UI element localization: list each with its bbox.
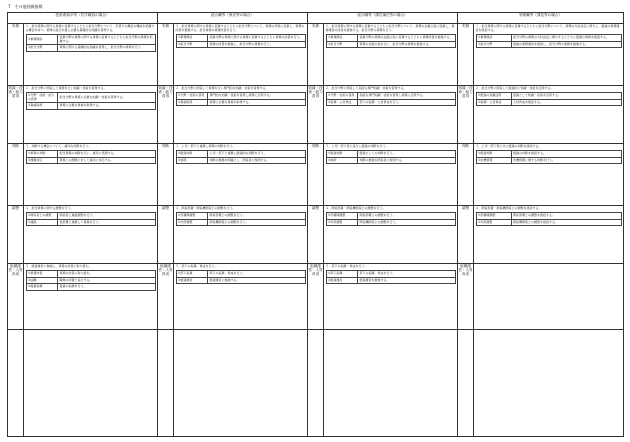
item-text: 業務の改善に取り組む。 bbox=[58, 271, 155, 278]
item-text: 担当分野の業務に必要な知識・技術を習得する。 bbox=[58, 93, 155, 103]
list-item bbox=[176, 99, 305, 106]
list-item bbox=[326, 93, 455, 100]
item-label: ①関係者との調整 bbox=[26, 213, 58, 220]
list-item bbox=[26, 271, 155, 278]
item-text: 組織としての判断を行う。 bbox=[358, 151, 455, 158]
indicator-subtable bbox=[176, 150, 306, 164]
item-text: 担当分野の業務の方針決定に関与するとともに組織の業務を統括する。 bbox=[511, 35, 621, 42]
item-label: ①分野・技術の習得 bbox=[326, 93, 358, 100]
list-item bbox=[26, 157, 155, 164]
item-text: 組織として知識・技術を活用する。 bbox=[511, 93, 621, 100]
table-row bbox=[8, 24, 624, 86]
indicator-cell bbox=[474, 86, 624, 144]
list-item bbox=[26, 35, 155, 45]
indicator-description: ３．上司・部下等と共に組織の判断を統括する。 bbox=[475, 144, 542, 148]
list-item bbox=[326, 157, 455, 164]
indicator-cell bbox=[24, 206, 158, 264]
list-item bbox=[476, 35, 621, 42]
row-category: 判断 bbox=[8, 144, 24, 206]
indicator-subtable bbox=[326, 270, 456, 284]
item-label: ②担当分野 bbox=[176, 41, 208, 48]
item-text: 業務に必要な資格を取得する。 bbox=[208, 99, 305, 106]
item-label: ①事務関係 bbox=[326, 35, 358, 42]
indicator-subtable bbox=[26, 34, 156, 52]
item-label: ①業務の判断 bbox=[26, 151, 58, 158]
item-text: 関係部署との調整を行う。 bbox=[358, 213, 455, 220]
list-item bbox=[326, 151, 455, 158]
indicator-cell bbox=[174, 144, 308, 206]
table-row bbox=[8, 330, 624, 437]
row-category: 実務 bbox=[308, 24, 324, 86]
row-category: 判断 bbox=[458, 144, 474, 206]
indicator-subtable bbox=[176, 212, 306, 226]
indicator-cell bbox=[324, 206, 458, 264]
indicator-description: １．担当業務に関する業務に従事するとともに担当分野について、業務の実施に従事し、業務の改善を推進する。担当業務の業務改善を行う。 bbox=[175, 24, 305, 32]
indicator-description: ４．担当業務に関する調整を行う。 bbox=[25, 206, 74, 210]
item-text: 組織の業務運営を統括し、担当分野の業務を推進する。 bbox=[511, 41, 621, 48]
row-category: 知識・技術・能力習得 bbox=[158, 86, 174, 144]
column-header: 総合職等（係長等の場合） bbox=[158, 13, 308, 24]
row-category: 知識・技術・能力習得 bbox=[458, 86, 474, 144]
item-text: 関係機関等との調整を行う。 bbox=[358, 219, 455, 226]
item-text: 人材育成を統括する。 bbox=[511, 99, 621, 106]
indicator-cell bbox=[24, 264, 158, 330]
item-text: 組織運営に参画する。 bbox=[208, 277, 305, 284]
indicator-description: ４．関係部署・関係機関等との調整を行う。 bbox=[325, 206, 386, 210]
item-label: ②外部調整 bbox=[326, 219, 358, 226]
list-item bbox=[176, 93, 305, 100]
item-text: 業務に関する基礎的な知識を習得し、担当分野の業務を行う。 bbox=[58, 45, 155, 52]
row-category bbox=[458, 330, 474, 437]
item-text: 判断の根拠を関係者に説明する。 bbox=[358, 157, 455, 164]
item-label: ①事務関係 bbox=[26, 35, 58, 45]
item-label: ①分野・技術・能力の習得 bbox=[26, 93, 58, 103]
row-category: 組織運営・人材育成 bbox=[308, 264, 324, 330]
indicator-description: ４．関係部署・関係機関等との調整を統括する。 bbox=[475, 206, 542, 210]
item-text: 業務の企画立案を行い、担当分野の業務を推進する。 bbox=[358, 41, 455, 48]
table-row bbox=[8, 144, 624, 206]
list-item bbox=[476, 41, 621, 48]
item-text: 他部署と連携して業務を行う。 bbox=[58, 219, 155, 226]
row-category: 調整 bbox=[158, 206, 174, 264]
indicator-cell bbox=[174, 86, 308, 144]
row-category: 調整 bbox=[8, 206, 24, 264]
indicator-cell bbox=[474, 264, 624, 330]
indicator-cell bbox=[324, 144, 458, 206]
item-label: ①部下指導 bbox=[326, 271, 358, 278]
item-label: ②説明 bbox=[176, 157, 208, 164]
indicator-cell bbox=[24, 86, 158, 144]
column-header: 技術系新卒等（若手職員の場合） bbox=[8, 13, 158, 24]
item-label: ②資格取得 bbox=[176, 99, 208, 106]
list-item bbox=[176, 271, 305, 278]
item-text: 上司・部下と連携し組織的な判断を行う。 bbox=[208, 151, 305, 158]
row-category: 知識・技術・能力習得 bbox=[8, 86, 24, 144]
indicator-cell bbox=[324, 330, 458, 437]
item-text: 従事分野の業務の企画立案に従事するとともに業務改善を推進する。 bbox=[358, 35, 455, 42]
item-text: 担当業務の判断を行い、適切に処理する。 bbox=[58, 151, 155, 158]
item-label: ②危機管理 bbox=[476, 157, 511, 164]
indicator-subtable bbox=[176, 270, 306, 284]
indicator-description: １．担当業務に関する業務に従事するとともに担当分野について、業務の企画立案に従事し、業務運営の改善を推進する。担当分野の業務を行う。 bbox=[325, 24, 455, 32]
item-text: 組織の判断を統括する。 bbox=[511, 151, 621, 158]
item-text: 部下の指導、育成を行う。 bbox=[208, 271, 305, 278]
list-item bbox=[176, 213, 305, 220]
indicator-description: ２．担当分野に関係して組織的に知識・技術を活用する。 bbox=[475, 86, 554, 90]
item-text: 従事分野の業務に関する業務に従事するとともに担当分野の業務を把握する。 bbox=[58, 35, 155, 45]
list-item bbox=[476, 93, 621, 100]
item-text: 関係機関等との調整を行う。 bbox=[208, 219, 305, 226]
indicator-cell bbox=[474, 330, 624, 437]
indicator-description: ５．部下の指導、育成を行う。 bbox=[175, 264, 218, 268]
item-text: 部下の指導・人材育成を行う。 bbox=[358, 99, 455, 106]
indicator-subtable bbox=[26, 92, 156, 110]
indicator-subtable bbox=[26, 270, 156, 291]
item-text: 後輩の指導を行う。 bbox=[58, 284, 155, 291]
indicator-cell bbox=[24, 144, 158, 206]
item-label: ①部署間調整 bbox=[326, 213, 358, 220]
list-item bbox=[476, 157, 621, 164]
list-item bbox=[26, 213, 155, 220]
row-category: 調整 bbox=[458, 206, 474, 264]
item-label: ②指導・人材育成 bbox=[476, 99, 511, 106]
item-text: 関係機関等との調整を統括する。 bbox=[511, 219, 621, 226]
indicator-cell bbox=[24, 330, 158, 437]
column-header: 管理職等（課長等の場合） bbox=[458, 13, 624, 24]
list-item bbox=[326, 277, 455, 284]
page-title: 7 その他経験指標 bbox=[8, 4, 43, 9]
indicator-cell bbox=[174, 330, 308, 437]
item-text: 関係者と連絡調整を行う。 bbox=[58, 213, 155, 220]
item-text: 業務に必要な資格を取得する。 bbox=[58, 103, 155, 110]
item-label: ②組織運営 bbox=[326, 277, 358, 284]
list-item bbox=[476, 213, 621, 220]
indicator-description: ４．関係部署・関係機関等との調整を行う。 bbox=[175, 206, 236, 210]
indicator-cell bbox=[474, 144, 624, 206]
indicator-subtable bbox=[476, 34, 622, 48]
indicator-subtable bbox=[476, 150, 622, 164]
indicator-description: ３．判断する機会について、適切な判断を行う。 bbox=[25, 144, 92, 148]
item-label: ①部署間調整 bbox=[476, 213, 511, 220]
row-category: 組織運営・人材育成 bbox=[458, 264, 474, 330]
indicator-cell bbox=[324, 24, 458, 86]
item-label: ①組織判断 bbox=[476, 151, 511, 158]
indicator-cell bbox=[324, 86, 458, 144]
item-label: ①部署間調整 bbox=[176, 213, 208, 220]
row-category: 判断 bbox=[158, 144, 174, 206]
list-item bbox=[476, 151, 621, 158]
list-item bbox=[476, 219, 621, 226]
item-label: ①部下指導 bbox=[176, 271, 208, 278]
list-item bbox=[326, 213, 455, 220]
indicator-subtable bbox=[476, 212, 622, 226]
row-category: 組織運営・人材育成 bbox=[8, 264, 24, 330]
item-label: ①業務改善 bbox=[26, 271, 58, 278]
indicator-cell bbox=[174, 264, 308, 330]
item-label: ①組織判断 bbox=[176, 151, 208, 158]
item-text: 職場の同僚と協力する。 bbox=[58, 277, 155, 284]
item-label: ②資格取得 bbox=[26, 103, 58, 110]
item-text: 部下の指導、育成を行う。 bbox=[358, 271, 455, 278]
indicator-subtable bbox=[26, 212, 156, 226]
item-label: ②協働 bbox=[26, 277, 58, 284]
indicator-cell bbox=[174, 24, 308, 86]
row-category bbox=[308, 330, 324, 437]
row-category: 実務 bbox=[8, 24, 24, 86]
header-row bbox=[8, 13, 624, 24]
indicator-subtable bbox=[176, 92, 306, 106]
item-label: ②組織運営 bbox=[176, 277, 208, 284]
row-category: 調整 bbox=[308, 206, 324, 264]
indicator-description: ３．上司・部下と連携し業務の判断を行う。 bbox=[175, 144, 236, 148]
item-label: ③後輩指導 bbox=[26, 284, 58, 291]
list-item bbox=[176, 35, 305, 42]
table-row bbox=[8, 206, 624, 264]
indicator-subtable bbox=[476, 92, 622, 106]
column-header: 総合職等（課長補佐等の場合） bbox=[308, 13, 458, 24]
list-item bbox=[176, 219, 305, 226]
item-label: ②外部調整 bbox=[476, 219, 511, 226]
list-item bbox=[26, 219, 155, 226]
item-text: 関係部署との調整を統括する。 bbox=[511, 213, 621, 220]
item-label: ①事務関係 bbox=[476, 35, 511, 42]
experience-indicator-table bbox=[7, 12, 624, 437]
indicator-description: ５．組織運営に参画し、業務の改善に取り組む。 bbox=[25, 264, 92, 268]
indicator-description: ２．担当分野に関係して業務を行い知識・技術を習得する。 bbox=[25, 86, 107, 90]
row-category: 知識・技術・能力習得 bbox=[308, 86, 324, 144]
row-category bbox=[8, 330, 24, 437]
row-category bbox=[158, 330, 174, 437]
indicator-subtable bbox=[26, 150, 156, 164]
indicator-subtable bbox=[176, 34, 306, 48]
item-label: ②指導・人材育成 bbox=[326, 99, 358, 106]
list-item bbox=[326, 35, 455, 42]
list-item bbox=[26, 151, 155, 158]
indicator-cell bbox=[174, 206, 308, 264]
item-text: 関係部署との調整を行う。 bbox=[208, 213, 305, 220]
row-category: 実務 bbox=[158, 24, 174, 86]
list-item bbox=[326, 41, 455, 48]
item-label: ②担当分野 bbox=[476, 41, 511, 48]
item-text: 専門的な知識・技術を習得し業務に活用する。 bbox=[208, 93, 305, 100]
list-item bbox=[326, 271, 455, 278]
list-item bbox=[26, 277, 155, 284]
indicator-description: ２．担当分野に関係して高度な専門知識・技術を習得する。 bbox=[325, 86, 407, 90]
item-label: ②担当分野 bbox=[326, 41, 358, 48]
row-category: 判断 bbox=[308, 144, 324, 206]
item-text: 危機管理に関する判断を行う。 bbox=[511, 157, 621, 164]
list-item bbox=[176, 157, 305, 164]
item-label: ②外部調整 bbox=[176, 219, 208, 226]
indicator-cell bbox=[474, 206, 624, 264]
indicator-cell bbox=[24, 24, 158, 86]
item-label: ②説明 bbox=[326, 157, 358, 164]
list-item bbox=[26, 93, 155, 103]
list-item bbox=[176, 151, 305, 158]
item-label: ①事務関係 bbox=[176, 35, 208, 42]
row-category: 組織運営・人材育成 bbox=[158, 264, 174, 330]
list-item bbox=[26, 284, 155, 291]
list-item bbox=[476, 99, 621, 106]
indicator-description: １．担当業務に関する業務に従事するとともに担当分野について、学習する機会の機能を把握する機会を持つ。業務の遂行を通じ必要な基礎的な知識を習得する。 bbox=[25, 24, 155, 32]
indicator-description: ２．担当分野に関係して業務を行い専門的な知識・技術を習得する。 bbox=[175, 86, 269, 90]
list-item bbox=[326, 219, 455, 226]
item-label: ②課題対応 bbox=[26, 157, 58, 164]
list-item bbox=[176, 41, 305, 48]
item-label: ②連携 bbox=[26, 219, 58, 226]
item-label: ①組織の知識活用 bbox=[476, 93, 511, 100]
item-text: 従事分野の業務に関する業務に従事するとともに業務の改善を行う。 bbox=[208, 35, 305, 42]
list-item bbox=[176, 277, 305, 284]
item-label: ①組織判断 bbox=[326, 151, 358, 158]
indicator-description: ３．上司・部下等と協力し組織の判断を行う。 bbox=[325, 144, 389, 148]
list-item bbox=[26, 45, 155, 52]
row-category: 実務 bbox=[458, 24, 474, 86]
item-text: 業務の改善を推進し、担当分野の業務を行う。 bbox=[208, 41, 305, 48]
indicator-description: １．担当業務に関する業務に従事するとともに担当分野について、業務の方針決定に関与し、組織の業務運営を統括する。 bbox=[475, 24, 620, 32]
item-label: ②担当分野 bbox=[26, 45, 58, 52]
table-row bbox=[8, 264, 624, 330]
indicator-subtable bbox=[326, 150, 456, 164]
item-label: ①分野・技術の習得 bbox=[176, 93, 208, 100]
item-text: 判断の根拠を明確にし、関係者に説明する。 bbox=[208, 157, 305, 164]
item-text: 業務上の課題に対して適切に対応する。 bbox=[58, 157, 155, 164]
indicator-subtable bbox=[326, 34, 456, 48]
indicator-cell bbox=[474, 24, 624, 86]
indicator-subtable bbox=[326, 212, 456, 226]
item-text: 組織運営を推進する。 bbox=[358, 277, 455, 284]
list-item bbox=[326, 99, 455, 106]
list-item bbox=[26, 103, 155, 110]
indicator-subtable bbox=[326, 92, 456, 106]
indicator-description: ５．部下の指導・育成を行う。 bbox=[325, 264, 368, 268]
indicator-cell bbox=[324, 264, 458, 330]
item-text: 高度な専門知識・技術を習得し業務に活用する。 bbox=[358, 93, 455, 100]
table-row bbox=[8, 86, 624, 144]
